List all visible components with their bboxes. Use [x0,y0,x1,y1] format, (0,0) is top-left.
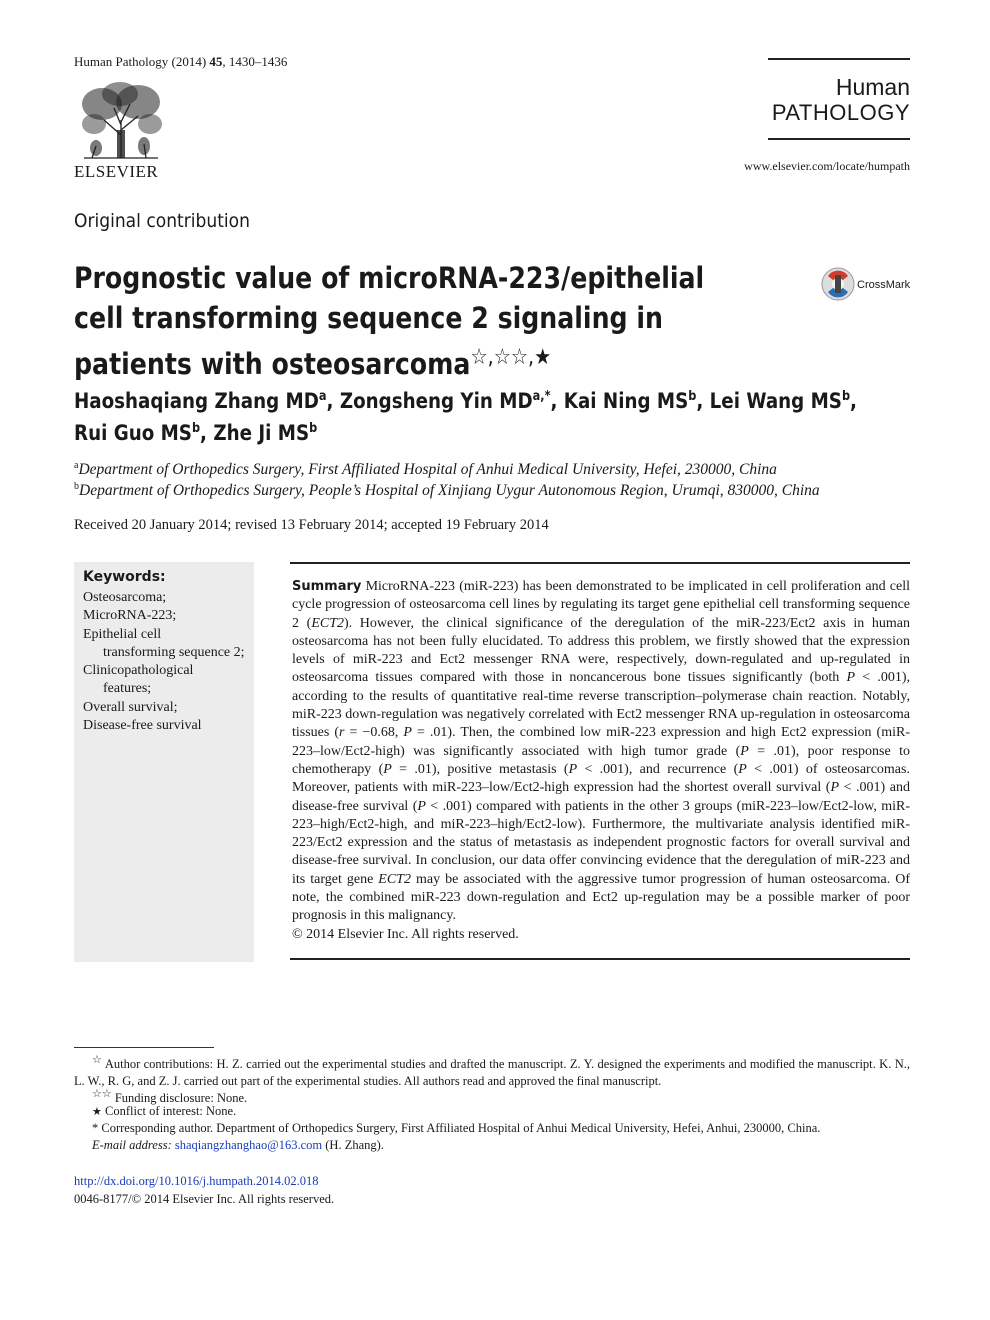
keyword: Disease-free survival [83,718,202,734]
author[interactable]: Haoshaqiang Zhang $MD^a$ [74,389,327,413]
journal-url[interactable]: www.elsevier.com/locate/humpath [744,159,910,173]
abstract-top-rule [290,562,910,564]
affiliation-a: $^a$Department of Orthopedics Surgery, First Affiliated Hospital of Anhui Medical University, Hefei, 230000, China [74,460,777,479]
keyword: Clinicopathological [83,663,194,679]
author[interactable]: Zhe Ji $MS^b$ [213,421,318,445]
keywords-list [83,589,253,735]
keyword: Overall survival; [83,699,178,715]
affiliation-b: $^b$Department of Orthopedics Surgery, People’s Hospital of Xinjiang Uygur Autonomous Region, Urumqi, 830000, China [74,481,820,500]
article-type: Original contribution [74,210,250,232]
journal-citation: Human Pathology (2014) 45, 1430–1436 [74,54,288,69]
journal-name-line1: Human [835,74,910,100]
crossmark-badge[interactable] [820,266,916,306]
author[interactable]: Rui Guo $MS^b$ [74,421,201,445]
publisher-name: ELSEVIER [74,162,159,181]
author[interactable]: Zongsheng Yin $MD^{a,*}$ [339,389,551,413]
title-footnote-marks: ☆,☆☆,★ [470,345,552,370]
abstract-copyright: © 2014 Elsevier Inc. All rights reserved. [292,926,519,942]
abstract-bottom-rule [290,958,910,960]
footnote-email: E-mail address: shaqiangzhanghao@163.com (H. Zhang). [92,1138,384,1152]
author[interactable]: Lei Wang $MS^b$ [709,389,851,413]
footnote-conflict: ★ Conflict of interest: None. [92,1104,237,1118]
author[interactable]: Kai Ning $MS^b$ [563,389,697,413]
issn-copyright: 0046-8177/© 2014 Elsevier Inc. All rights reserved. [74,1192,335,1206]
footnote-funding: ☆☆ Funding disclosure: None. [92,1088,248,1106]
footnote-rule [74,1047,214,1048]
journal-name-line2: PATHOLOGY [771,100,910,125]
author-list: Haoshaqiang Zhang $MD^a$, Zongsheng Yin $MD^{a,*}$, Kai Ning $MS^b$, Lei Wang $MS^b$, Rui Guo $MS^b$, Zhe Ji $MS^b$ [74,389,857,445]
keyword: MicroRNA-223; [83,608,177,624]
article-history: Received 20 January 2014; revised 13 February 2014; accepted 19 February 2014 [74,517,549,533]
keyword: Epithelial cell [83,626,162,642]
footnote-author-contributions: ☆ Author contributions: H. Z. carried out the experimental studies and drafted the manuscript. Z. Y. designed the experiments and modified the manuscript. K. N., L. W., R. G, and Z. J. carried out part of the experimental studies. All authors read and approved the final manuscript. [74,1054,910,1089]
email-link[interactable]: shaqiangzhanghao@163.com [174,1138,323,1152]
journal-brand [768,58,910,140]
keyword: Osteosarcoma; [83,590,167,605]
keyword: features; [103,681,152,697]
keyword: transforming sequence 2; [103,644,245,660]
doi-link[interactable]: http://dx.doi.org/10.1016/j.humpath.2014.02.018 [74,1174,319,1188]
crossmark-label: CrossMark [857,279,911,291]
abstract-text: Summary MicroRNA-223 (miR-223) has been demonstrated to be implicated in cell proliferation and cell cycle progression of osteosarcoma cell lines by regulating its target gene epithelial cell transforming sequence 2 (ECT2). However, the clinical significance of the deregulation of the miR-223/Ect2 axis in human osteosarcoma has not been fully elucidated. To address this problem, we firstly showed that the expression levels of miR-223 and Ect2 messenger RNA were, respectively, down-regulated and up-regulated in osteosarcoma tissues compared with those in noncancerous bone tissues significantly (both P < .001), according to the results of quantitative real-time reverse transcription–polymerase chain reaction. Notably, miR-223 down-regulation was negatively correlated with Ect2 messenger RNA up-regulation in osteosarcoma tissues (r = −0.68, P = .01). Then, the combined low miR-223 expression and high Ect2 expression (miR-223–low/Ect2-high) was significantly associated with high tumor grade (P = .01), poor response to chemotherapy (P = .01), positive metastasis (P < .001), and recurrence (P < .001) of osteosarcomas. Moreover, patients with miR-223–low/Ect2-high expression had the shortest overall survival (P < .001) and disease-free survival (P < .001) compared with patients in the other 3 groups (miR-223–low/Ect2-low, miR-223–high/Ect2-high, and miR-223–high/Ect2-low). Furthermore, the multivariate analysis identified miR-223/Ect2 expression and the status of metastasis as independent prognostic factors for overall survival and disease-free survival. In conclusion, our data offer convincing evidence that the deregulation of miR-223 and its target gene ECT2 may be associated with the aggressive tumor progression of human osteosarcoma. Of note, the combined miR-223 down-regulation and Ect2 up-regulation may be a possible marker of poor prognosis in this malignancy. © 2014 Elsevier Inc. All rights reserved. [292,579,910,942]
article-title: Prognostic value of microRNA-223/epithelial cell transforming sequence 2 signaling in patients with osteosarcoma☆,☆☆,★ [74,261,705,381]
footnote-corresponding: * Corresponding author. Department of Orthopedics Surgery, First Affiliated Hospital of Anhui Medical University, Hefei, Anhui, 230000, China. [92,1121,821,1135]
keywords-heading: Keywords: [83,569,166,585]
